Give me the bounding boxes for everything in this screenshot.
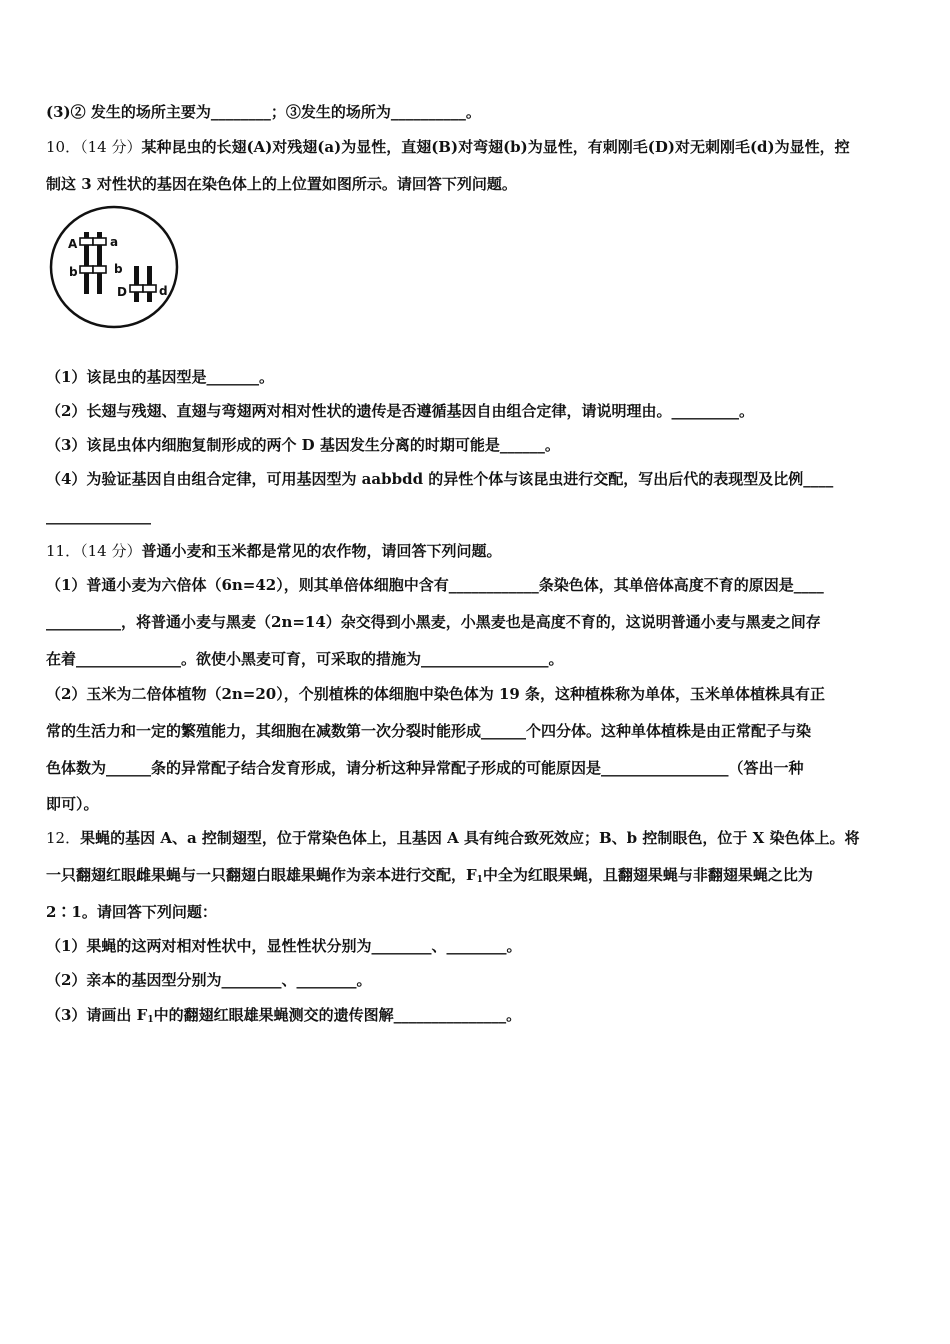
q11-sub2-text-4: 即可）。 xyxy=(46,795,99,813)
q10-points: （14 分） xyxy=(80,138,142,156)
q11-number: 11． xyxy=(46,542,81,560)
q12-sub3-line xyxy=(46,1005,521,1030)
q11-sub2-text-2: 常的生活力和一定的繁殖能力，其细胞在减数第一次分裂时能形成______个四分体。这种单体植株是由正常配子与染 xyxy=(46,722,812,740)
q10-stem-text-2: 制这 3 对性状的基因在染色体上的上位置如图所示。请回答下列问题。 xyxy=(46,175,517,193)
q11-sub1-line-1 xyxy=(46,575,824,595)
q10-sub1-text: （1）该昆虫的基因型是_______。 xyxy=(46,368,274,386)
q10-number: 10． xyxy=(46,138,81,156)
q12-sub2-line xyxy=(46,970,371,990)
q12-sub1-line xyxy=(46,936,521,956)
chromosome-pair-1 xyxy=(80,232,106,294)
q10-sub2-line xyxy=(46,401,754,421)
q10-stem-text-1: 某种昆虫的长翅(A)对残翅(a)为显性，直翅(B)对弯翅(b)为显性，有刺刚毛(D)对无刺刚毛(d)为显性，控 xyxy=(141,138,850,156)
q11-sub1-line-3 xyxy=(46,649,564,669)
gene-locus-a xyxy=(93,238,106,245)
q10-sub4-text-2: ______________ xyxy=(46,507,151,525)
gene-locus-b-right xyxy=(93,266,106,273)
q12-number: 12． xyxy=(46,829,81,847)
q12-f1-subscript: 1 xyxy=(476,875,483,885)
q10-sub1-line xyxy=(46,367,274,387)
q12-stem-line-3 xyxy=(46,902,217,922)
q10-sub4-line-2 xyxy=(46,506,151,526)
q11-stem-text: 普通小麦和玉米都是常见的农作物，请回答下列问题。 xyxy=(141,542,502,560)
q12-stem-text-3: 2∶1。请回答下列问题： xyxy=(46,903,217,921)
label-D: D xyxy=(117,285,127,299)
q12-sub3-text-a: （3）请画出 F xyxy=(46,1006,148,1024)
q10-stem-line-2 xyxy=(46,174,517,194)
chromosome-left-2 xyxy=(134,266,139,302)
q12-sub2-text: （2）亲本的基因型分别为________、________。 xyxy=(46,971,372,989)
q11-sub1-line-2 xyxy=(46,612,821,632)
q10-sub3-text: （3）该昆虫体内细胞复制形成的两个 D 基因发生分离的时期可能是______。 xyxy=(46,436,560,454)
q12-stem-text-2b: 中全为红眼果蝇，且翻翅果蝇与非翻翅果蝇之比为 xyxy=(482,866,813,884)
label-b-right: b xyxy=(114,262,123,276)
q11-sub2-text-3: 色体数为______条的异常配子结合发育形成，请分析这种异常配子形成的可能原因是_________________（答出一种 xyxy=(46,759,804,777)
q11-sub1-text-3: 在着______________。欲使小黑麦可育，可采取的措施为_________________。 xyxy=(46,650,564,668)
q11-sub1-text-1: （1）普通小麦为六倍体（6n=42），则其单倍体细胞中含有____________条染色体，其单倍体高度不育的原因是____ xyxy=(46,576,824,594)
q11-points: （14 分） xyxy=(80,542,142,560)
q10-sub4-line-1 xyxy=(46,469,833,489)
q12-stem-text-1: 果蝇的基因 A、a 控制翅型，位于常染色体上，且基因 A 具有纯合致死效应；B、b 控制眼色，位于 X 染色体上。将 xyxy=(80,829,860,847)
chromosome-right-2 xyxy=(147,266,152,302)
gene-locus-d xyxy=(143,285,156,292)
q10-stem-line-1 xyxy=(46,137,850,157)
q11-sub2-text-1: （2）玉米为二倍体植物（2n=20），个别植株的体细胞中染色体为 19 条，这种植株称为单体，玉米单体植株具有正 xyxy=(46,685,826,703)
label-b-left: b xyxy=(69,265,78,279)
q12-sub1-text: （1）果蝇的这两对相对性状中，显性性状分别为________、________。 xyxy=(46,937,522,955)
q12-sub3-f1-subscript: 1 xyxy=(147,1015,154,1025)
q11-sub2-line-4 xyxy=(46,794,99,814)
q12-stem-line-1 xyxy=(46,828,859,848)
gene-locus-b-left xyxy=(80,266,93,273)
label-a: a xyxy=(110,235,119,249)
q12-stem-text-2a: 一只翻翅红眼雌果蝇与一只翻翅白眼雄果蝇作为亲本进行交配，F xyxy=(46,866,477,884)
q9-sub3-text: (3)② 发生的场所主要为________；③发生的场所为__________。 xyxy=(46,103,481,121)
q12-sub3-text-b: 中的翻翅红眼雄果蝇测交的遗传图解_______________。 xyxy=(153,1006,522,1024)
q10-sub2-text: （2）长翅与残翅、直翅与弯翅两对相对性状的遗传是否遵循基因自由组合定律，请说明理由。_________。 xyxy=(46,402,754,420)
q11-sub1-text-2: __________，将普通小麦与黑麦（2n=14）杂交得到小黑麦，小黑麦也是高度不育的，这说明普通小麦与黑麦之间存 xyxy=(46,613,821,631)
label-d: d xyxy=(159,284,168,298)
q11-sub2-line-1 xyxy=(46,684,825,704)
gene-locus-A xyxy=(80,238,93,245)
chromosome-pair-2 xyxy=(130,266,156,302)
gene-locus-D xyxy=(130,285,143,292)
q10-sub4-text-1: （4）为验证基因自由组合定律，可用基因型为 aabbdd 的异性个体与该昆虫进行交配，写出后代的表现型及比例____ xyxy=(46,470,834,488)
chromosome-figure xyxy=(48,204,180,330)
q9-sub3-line xyxy=(46,102,481,122)
q10-sub3-line xyxy=(46,435,560,455)
q12-stem-line-2 xyxy=(46,865,813,890)
q11-sub2-line-3 xyxy=(46,758,804,778)
label-A: A xyxy=(68,237,78,251)
q11-sub2-line-2 xyxy=(46,721,811,741)
q11-stem-line xyxy=(46,541,501,561)
